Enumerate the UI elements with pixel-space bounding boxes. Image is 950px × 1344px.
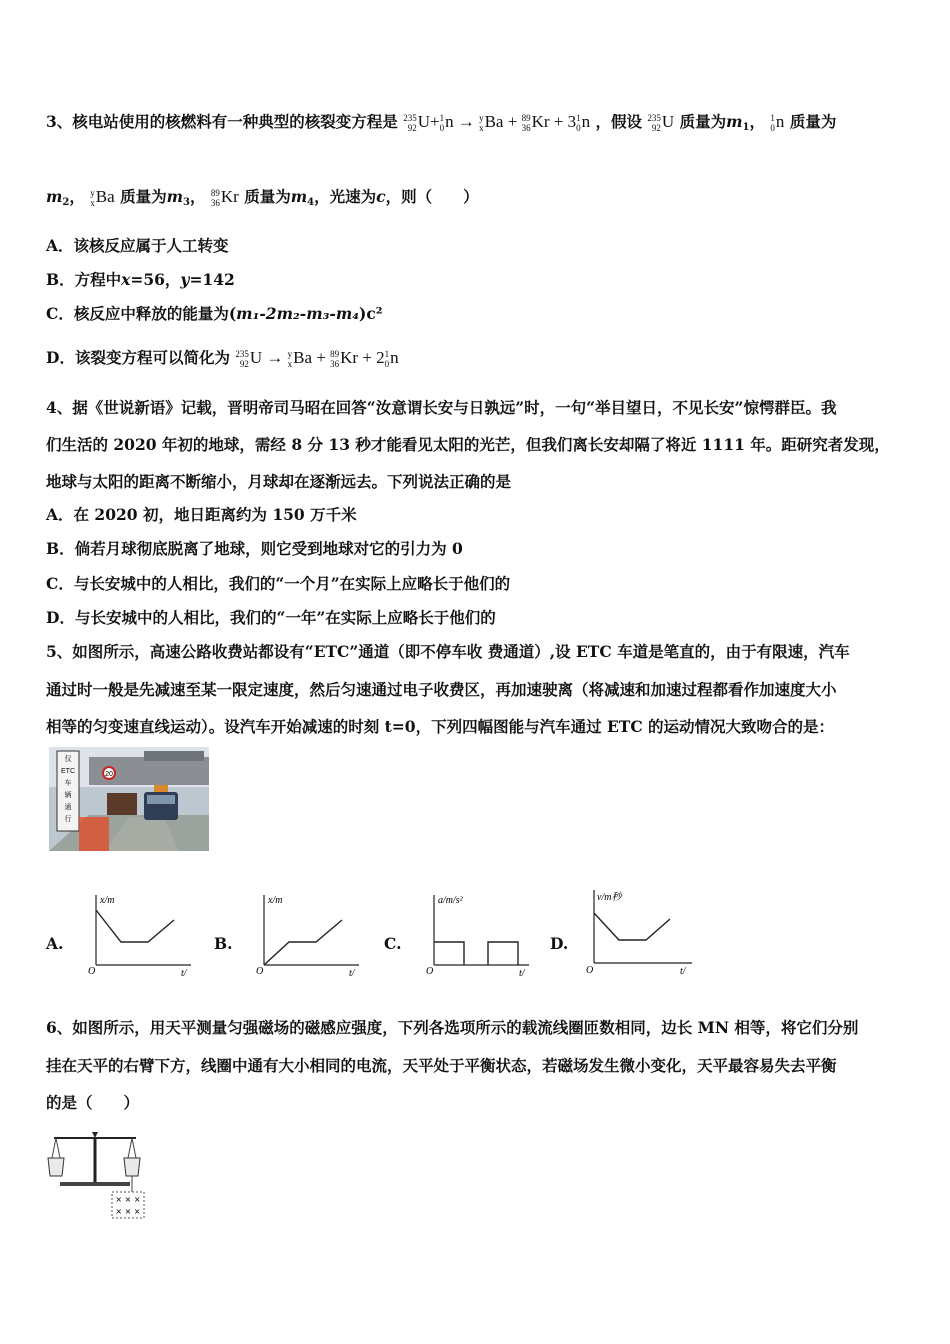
graph-c-origin: O bbox=[426, 966, 434, 977]
graph-c-label: C. bbox=[384, 934, 402, 953]
q3-option-c bbox=[46, 304, 383, 324]
graph-a-ylabel: x/m bbox=[100, 895, 115, 906]
q3-mass-u: 质量为 bbox=[679, 112, 727, 131]
q6-line1: 6、如图所示，用天平测量匀强磁场的磁感应强度，下列各选项所示的载流线圈匝数相同，边长 MN 相等，将它们分别 bbox=[46, 1018, 859, 1037]
q3-option-b bbox=[46, 270, 235, 290]
q3-d-pre: D．该裂变方程可以简化为 bbox=[46, 348, 230, 367]
etc-sign-char: 辆 bbox=[64, 792, 72, 799]
q3-c-text: ，光速为 bbox=[314, 187, 377, 206]
q3-assume: ，假设 bbox=[595, 112, 643, 131]
neutron-symbol: 1 0 n bbox=[770, 112, 785, 134]
q6-line3: 的是（ ） bbox=[46, 1093, 140, 1112]
etc-sign-char: 仅 bbox=[64, 756, 72, 763]
q4-option-d: D．与长安城中的人相比，我们的“一年”在实际上应略长于他们的 bbox=[46, 608, 496, 627]
etc-sign-char: 通 bbox=[64, 804, 72, 811]
balance-diagram bbox=[44, 1124, 154, 1220]
barium-symbol: y x Ba bbox=[90, 187, 115, 209]
field-marks-row2: × × × bbox=[115, 1207, 141, 1216]
graph-c bbox=[424, 890, 534, 980]
m3: m bbox=[166, 187, 183, 206]
graph-a-xlabel: t/ bbox=[181, 968, 187, 979]
q4-option-a: A．在 2020 初，地日距离约为 150 万千米 bbox=[46, 505, 357, 524]
etc-sign-char: ETC bbox=[61, 768, 75, 775]
graph-c-ylabel: a/m/s² bbox=[438, 895, 463, 906]
graph-b-ylabel: x/m bbox=[268, 895, 283, 906]
m4-sub: 4 bbox=[307, 197, 315, 208]
m1: m bbox=[726, 112, 743, 131]
graph-a-label: A. bbox=[46, 934, 64, 953]
krypton-symbol: 89 36 Kr bbox=[210, 187, 239, 209]
graph-c-xlabel: t/ bbox=[519, 968, 525, 979]
q3-c-expr: m₁-2m₂-m₃-m₄ bbox=[236, 304, 360, 323]
q3-c-pre: C．核反应中释放的能量为( bbox=[46, 304, 237, 323]
q3-option-a: A．该核反应属于人工转变 bbox=[46, 236, 229, 255]
graph-d-origin: O bbox=[586, 965, 594, 976]
graph-a-origin: O bbox=[88, 966, 96, 977]
q4-line2: 们生活的 2020 年初的地球，需经 8 分 13 秒才能看见太阳的光芒，但我们离长安却隔了将近 1111 年。距研究者发现， bbox=[46, 435, 890, 454]
graph-b-xlabel: t/ bbox=[349, 968, 355, 979]
q3-mass-ba: 质量为 bbox=[120, 187, 167, 206]
q4-option-b: B．倘若月球彻底脱离了地球，则它受到地球对它的引力为 0 bbox=[46, 539, 463, 558]
q5-line1: 5、如图所示，高速公路收费站都设有“ETC”通道（即不停车收 费通道）,设 ETC 车道是笔直的，由于有限速，汽车 bbox=[46, 642, 850, 661]
m1-sub: 1 bbox=[742, 122, 750, 133]
q3-end: ，则（ ） bbox=[385, 187, 479, 206]
graph-d-label: D. bbox=[550, 934, 569, 953]
graph-a bbox=[86, 890, 196, 980]
q3-c-end: )c² bbox=[359, 304, 383, 323]
q4-line1: 4、据《世说新语》记载，晋明帝司马昭在回答“汝意谓长安与日孰远”时，一句“举目望日，不见长安”惊愕群臣。我 bbox=[46, 398, 837, 417]
q3-b-pre: B．方程中 bbox=[46, 270, 122, 289]
q3-mass-kr: 质量为 bbox=[244, 187, 291, 206]
speed-limit-sign: 20 bbox=[105, 771, 113, 778]
m3-sub: 3 bbox=[183, 197, 190, 208]
q4-line3: 地球与太阳的距离不断缩小，月球却在逐渐远去。下列说法正确的是 bbox=[46, 472, 512, 491]
uranium-symbol: 235 92 U bbox=[647, 112, 675, 134]
graph-d bbox=[584, 885, 699, 980]
q3-b-x: x bbox=[121, 270, 131, 289]
graph-d-ylabel: v/m秒 bbox=[597, 892, 622, 903]
m2-sub: 2 bbox=[62, 197, 70, 208]
etc-sign-char: 行 bbox=[64, 816, 72, 823]
etc-sign-char: 车 bbox=[64, 780, 72, 787]
q6-line2: 挂在天平的右臂下方，线圈中通有大小相同的电流，天平处于平衡状态，若磁场发生微小变化，天平最容易失去平衡 bbox=[46, 1056, 837, 1075]
graph-b bbox=[254, 890, 364, 980]
q5-line3: 相等的匀变速直线运动）。设汽车开始减速的时刻 t=0，下列四幅图能与汽车通过 ETC 的运动情况大致吻合的是： bbox=[46, 717, 835, 736]
q3-c: c bbox=[376, 187, 386, 206]
q3-b-y: y bbox=[180, 270, 190, 289]
m2: m bbox=[46, 187, 63, 206]
m4: m bbox=[290, 187, 308, 206]
fission-equation: 235 92 U+ 1 0 n → y x Ba + 89 36 Kr + 3 1 0 n bbox=[403, 112, 591, 134]
q3-mass-n: 质量为 bbox=[789, 112, 837, 131]
etc-toll-photo bbox=[49, 747, 209, 851]
q3-stem-line2: $m_2$， y x Ba 质量为$m_3$， 89 36 Kr 质量为$m_4$，光速为c，则（ ） bbox=[46, 187, 479, 209]
q3-option-d bbox=[46, 348, 399, 369]
q4-option-c: C．与长安城中的人相比，我们的“一个月”在实际上应略长于他们的 bbox=[46, 574, 511, 593]
q3-stem-line1: 3、核电站使用的核燃料有一种典型的核裂变方程是 235 92 U+ 1 0 n → y x Ba + 89 36 Kr + 3 1 0 n ，假设 235 92 U 质量为$m_1$， 1 0 n 质量为 bbox=[46, 112, 837, 134]
q3-b-mid: =56， bbox=[130, 270, 181, 289]
graph-d-xlabel: t/ bbox=[680, 966, 686, 977]
simplified-equation: 235 92 U → y x Ba + 89 36 Kr + 2 1 0 n bbox=[235, 348, 399, 370]
q5-line2: 通过时一般是先减速至某一限定速度，然后匀速通过电子收费区，再加速驶离（将减速和加速过程都看作加速度大小 bbox=[46, 680, 837, 699]
graph-b-origin: O bbox=[256, 966, 264, 977]
q3-b-end: =142 bbox=[189, 270, 235, 289]
q3-prefix: 3、核电站使用的核燃料有一种典型的核裂变方程是 bbox=[46, 112, 398, 131]
graph-b-label: B. bbox=[214, 934, 233, 953]
field-marks-row1: × × × bbox=[115, 1195, 141, 1204]
